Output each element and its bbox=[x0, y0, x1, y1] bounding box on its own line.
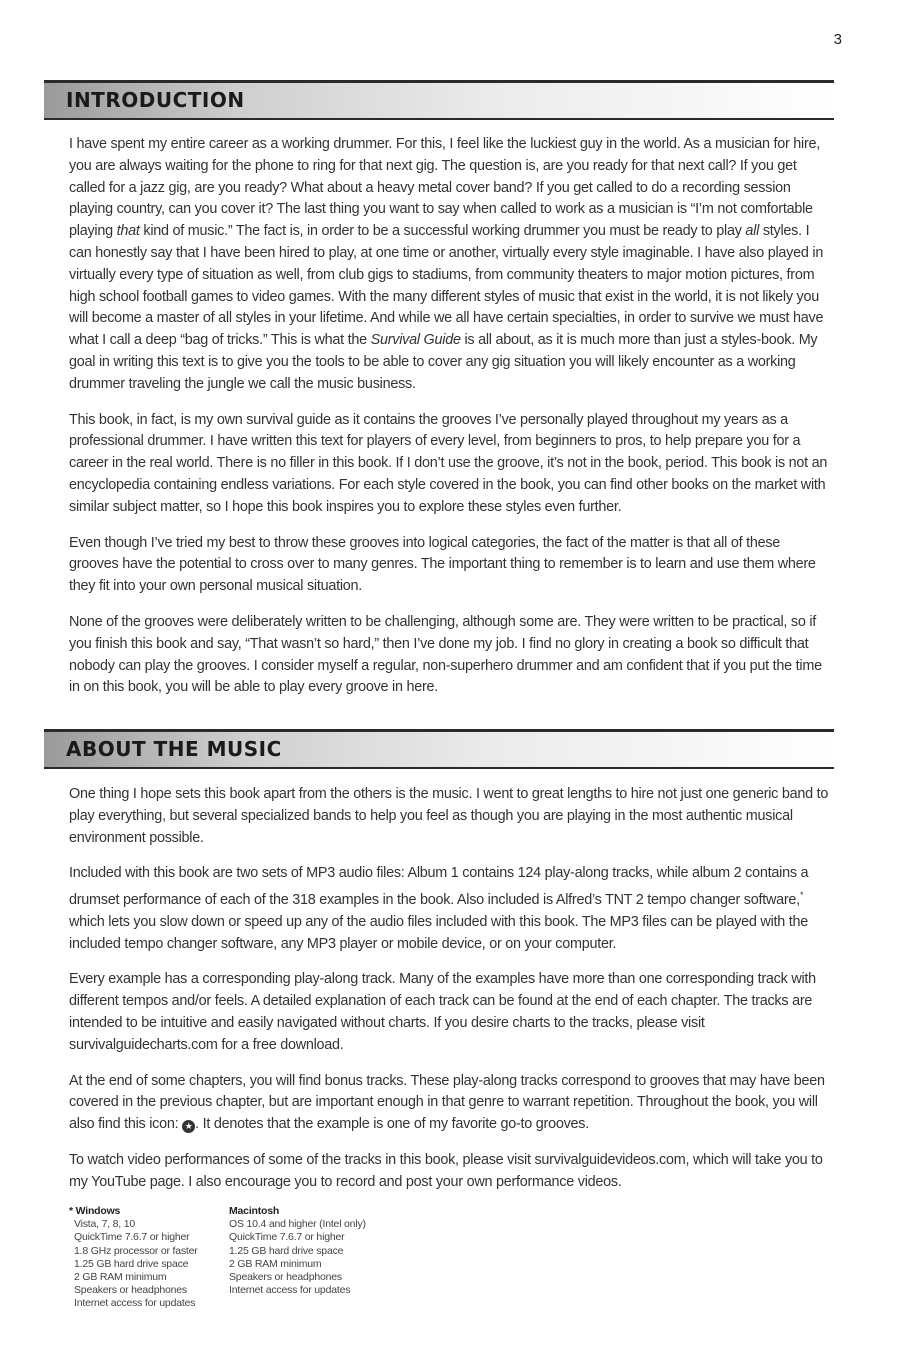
music-paragraph-2: Included with this book are two sets of MP3 audio files: Album 1 contains 124 play-along tracks, while album 2 contains a drumset performance of each of the 318 examples in the book. Also included is Alfred’s TNT 2 tempo changer software,* which lets you slow down or speed up any of the audio files included with this book. The MP3 files can be played with the included tempo changer software, any MP3 player or mobile device, or on your computer. bbox=[69, 865, 809, 952]
music-paragraph-5: To watch video performances of some of the tracks in this book, please visit survivalguidevideos.com, which will take you to my YouTube page. I also encourage you to record and post your own performance videos. bbox=[69, 1151, 823, 1190]
windows-title: * Windows bbox=[69, 1205, 121, 1217]
music-paragraph-4: At the end of some chapters, you will find bonus tracks. These play-along tracks correspond to grooves that may have been covered in the previous chapter, but are important enough in that genre to warrant repetition. Throughout the book, you will also find this icon: ★ . It denotes that the example is one of my favorite go-to grooves. bbox=[69, 1072, 825, 1133]
windows-req-item: 2 GB RAM minimum bbox=[74, 1271, 167, 1284]
mac-req-item: QuickTime 7.6.7 or higher bbox=[229, 1231, 345, 1244]
about-music-body bbox=[69, 784, 832, 1208]
windows-req-item: Internet access for updates bbox=[74, 1297, 196, 1310]
favorite-groove-icon: ★ bbox=[182, 1120, 195, 1133]
windows-req-item: QuickTime 7.6.7 or higher bbox=[74, 1231, 190, 1244]
about-music-heading: ABOUT THE MUSIC bbox=[66, 737, 282, 761]
page-number: 3 bbox=[833, 31, 842, 48]
introduction-header bbox=[44, 80, 834, 120]
intro-paragraph-3: Even though I’ve tried my best to throw these grooves into logical categories, the fact of the matter is that all of these grooves have the potential to cross over to many genres. The important thing to remember is to learn and use them where they fit into your own personal musical situation. bbox=[69, 534, 816, 595]
music-paragraph-3: Every example has a corresponding play-along track. Many of the examples have more than one corresponding track with different tempos and/or feels. A detailed explanation of each track can be found at the end of each chapter. The tracks are intended to be intuitive and easily navigated without charts. If you desire charts to the tracks, please visit survivalguidecharts.com for a free download. bbox=[69, 971, 816, 1053]
mac-req-item: 2 GB RAM minimum bbox=[229, 1257, 322, 1270]
windows-req-item: Speakers or headphones bbox=[74, 1284, 187, 1297]
mac-req-item: OS 10.4 and higher (Intel only) bbox=[229, 1218, 366, 1231]
intro-paragraph-1: I have spent my entire career as a working drummer. For this, I feel like the luckiest guy in the world. As a musician for hire, you are always waiting for the phone to ring for that next gig. The question is, are you ready for that next call? If you get called for a jazz gig, are you ready? What about a heavy metal cover band? If you get called to do a recording session playing country, can you cover it? The last thing you want to say when called to work as a musician is “I’m not comfortable playing that kind of music.” The fact is, in order to be a successful working drummer you must be ready to play all styles. I can honestly say that I have been hired to play, at one time or another, virtually every style imaginable. I have also played in virtually every type of situation as well, from club gigs to stadiums, from community theaters to major motion pictures, from high school football games to video games. With the many different styles of music that exist in the world, it is not likely you will become a master of all styles in your lifetime. And while we all have certain specialties, in order to survive we must have what I call a deep “bag of tricks.” This is what the Survival Guide is all about, as it is much more than just a styles-book. My goal in writing this text is to give you the tools to be able to cover any gig situation you will likely encounter as a working drummer traveling the jungle we call the music business. bbox=[69, 136, 824, 392]
footnote-marker: * bbox=[799, 890, 804, 901]
intro-paragraph-4: None of the grooves were deliberately written to be challenging, although some are. They were written to be practical, so if you finish this book and say, “That wasn’t so hard,” then I’ve done my job. I find no glory in creating a book so difficult that nobody can play the grooves. I consider myself a regular, non-superhero drummer and am confident that if you put the time in on this book, you will be able to play every groove in here. bbox=[69, 613, 822, 696]
mac-req-item: 1.25 GB hard drive space bbox=[229, 1244, 344, 1257]
mac-req-item: Internet access for updates bbox=[229, 1284, 351, 1297]
windows-req-item: 1.8 GHz processor or faster bbox=[74, 1244, 198, 1257]
mac-req-item: Speakers or headphones bbox=[229, 1271, 342, 1284]
about-music-header bbox=[44, 729, 834, 769]
windows-requirements bbox=[69, 1205, 198, 1311]
windows-req-item: Vista, 7, 8, 10 bbox=[74, 1218, 136, 1231]
introduction-heading: INTRODUCTION bbox=[66, 88, 245, 112]
windows-req-item: 1.25 GB hard drive space bbox=[74, 1257, 189, 1270]
mac-requirements bbox=[229, 1205, 366, 1297]
mac-title: Macintosh bbox=[229, 1205, 280, 1217]
intro-paragraph-2: This book, in fact, is my own survival guide as it contains the grooves I’ve personally played throughout my years as a professional drummer. I have written this text for players of every level, from beginners to pros, to help prepare you for a career in the real world. There is no filler in this book. If I don’t use the groove, it’s not in the book, period. This book is not an encyclopedia containing endless variations. For each style covered in the book, you can find other books on the market with similar subject matter, so I hope this book inspires you to explore these styles even further. bbox=[69, 411, 828, 515]
introduction-body bbox=[69, 134, 832, 713]
music-paragraph-1: One thing I hope sets this book apart from the others is the music. I went to great lengths to hire not just one generic band to play everything, but several specialized bands to help you feel as though you are playing in the most authentic musical environment possible. bbox=[69, 786, 829, 846]
